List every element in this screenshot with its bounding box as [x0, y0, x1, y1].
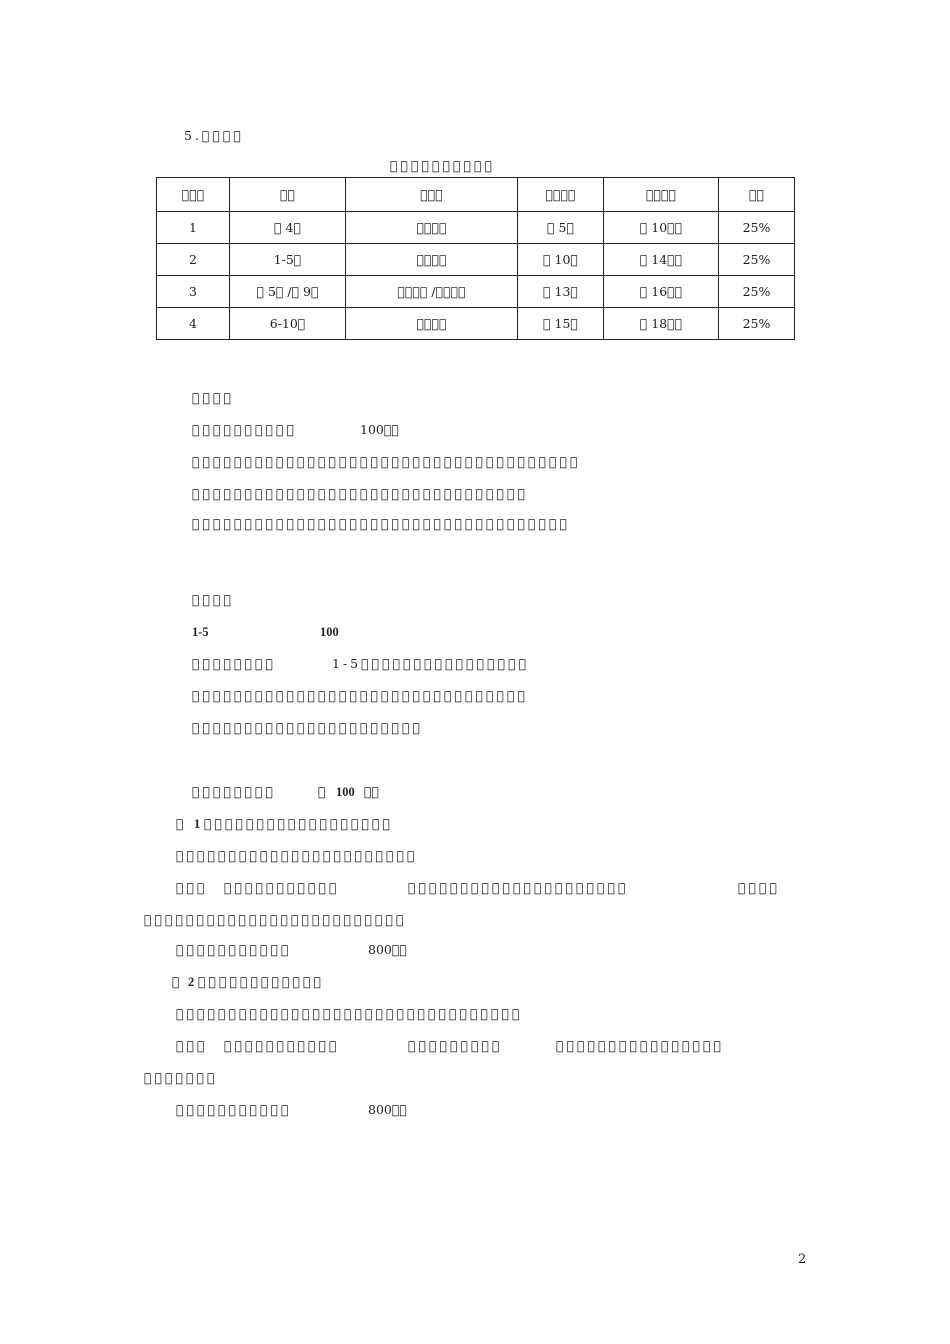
item1-line2:                         — [176, 848, 418, 863]
header-cell:      — [518, 178, 604, 212]
table-cell:   10  — [518, 244, 604, 276]
item2-line3-d:                  — [556, 1038, 725, 1053]
header-cell:     — [346, 178, 518, 212]
block2-line3:                                  — [192, 688, 529, 703]
item1-prefix:   — [176, 816, 184, 831]
block2-line2-b: 1-5                 — [332, 656, 530, 671]
table-cell:   14   — [604, 244, 719, 276]
header-cell:      — [604, 178, 719, 212]
table-cell: 25% — [719, 212, 795, 244]
table-cell: 25% — [719, 308, 795, 340]
item2-line5-value: 800   — [368, 1102, 407, 1117]
table-cell: 2 — [157, 244, 230, 276]
page-number: 2 — [798, 1252, 807, 1267]
item2-line3-a:     — [176, 1038, 208, 1053]
item1-line3-d:      — [738, 880, 781, 895]
item1-number: 1 — [194, 817, 201, 831]
block1-line3:                                  — [192, 486, 529, 501]
item1-title:                    — [204, 816, 394, 831]
item2-line4:         — [144, 1070, 218, 1085]
rate-table — [156, 177, 795, 340]
block1-line4:                                      — [192, 516, 571, 531]
item1-line3-c:                       — [408, 880, 629, 895]
header-cell:    — [719, 178, 795, 212]
table-cell:   16   — [604, 276, 719, 308]
section-title: 5.     — [184, 128, 244, 143]
table-cell: 3 — [157, 276, 230, 308]
table-cell: 6-10  — [230, 308, 346, 340]
table-cell: 25% — [719, 276, 795, 308]
item2-number: 2 — [188, 975, 195, 989]
item1-line5-label:             — [176, 942, 292, 957]
table-cell:      — [346, 244, 518, 276]
item1-line3-a:     — [176, 880, 208, 895]
table-cell:   4  — [230, 212, 346, 244]
block3-line1-suffix:    — [364, 784, 380, 799]
table-row — [157, 212, 795, 244]
table-header-row — [157, 178, 795, 212]
block3-line1-value: 100 — [336, 785, 355, 799]
table-cell:      — [346, 212, 518, 244]
block1-line1-value: 100   — [360, 422, 399, 437]
item2-line3-c:           — [408, 1038, 503, 1053]
header-cell:    — [230, 178, 346, 212]
block3-line1-label:          — [192, 784, 277, 799]
table-cell: 1 — [157, 212, 230, 244]
table-cell:   5  /  9  — [230, 276, 346, 308]
block1-line1-label:            — [192, 422, 298, 437]
item2-line2:                                   — [176, 1006, 523, 1021]
item1-line3-b:             — [224, 880, 340, 895]
block1-line2:                                       — [192, 454, 581, 469]
item2-title:              — [198, 974, 325, 989]
table-row — [157, 308, 795, 340]
block2-line1-value: 100   — [320, 625, 359, 639]
table-row — [157, 244, 795, 276]
block2-heading:      — [192, 592, 235, 607]
block2-line2-a:          — [192, 656, 277, 671]
item1-line4:                           — [144, 912, 407, 927]
block1-heading:      — [192, 390, 235, 405]
item2-line5-label:             — [176, 1102, 292, 1117]
table-cell:      — [346, 308, 518, 340]
table-cell: 25% — [719, 244, 795, 276]
table-cell:   15  — [518, 308, 604, 340]
block3-line1-prefix:   — [318, 784, 326, 799]
item2-prefix:   — [172, 974, 180, 989]
table-cell:   10   — [604, 212, 719, 244]
table-cell:      /     — [346, 276, 518, 308]
table-caption:            — [390, 158, 496, 173]
header-cell:     — [157, 178, 230, 212]
block2-line4:                        — [192, 720, 424, 735]
table-row — [157, 276, 795, 308]
table-cell:   5  — [518, 212, 604, 244]
item1-line5-value: 800   — [368, 942, 407, 957]
table-cell:   18   — [604, 308, 719, 340]
table-cell: 1-5  — [230, 244, 346, 276]
table-cell: 4 — [157, 308, 230, 340]
item2-line3-b:             — [224, 1038, 340, 1053]
block2-line1-label: 1-5      — [192, 625, 258, 639]
table-cell:   13  — [518, 276, 604, 308]
